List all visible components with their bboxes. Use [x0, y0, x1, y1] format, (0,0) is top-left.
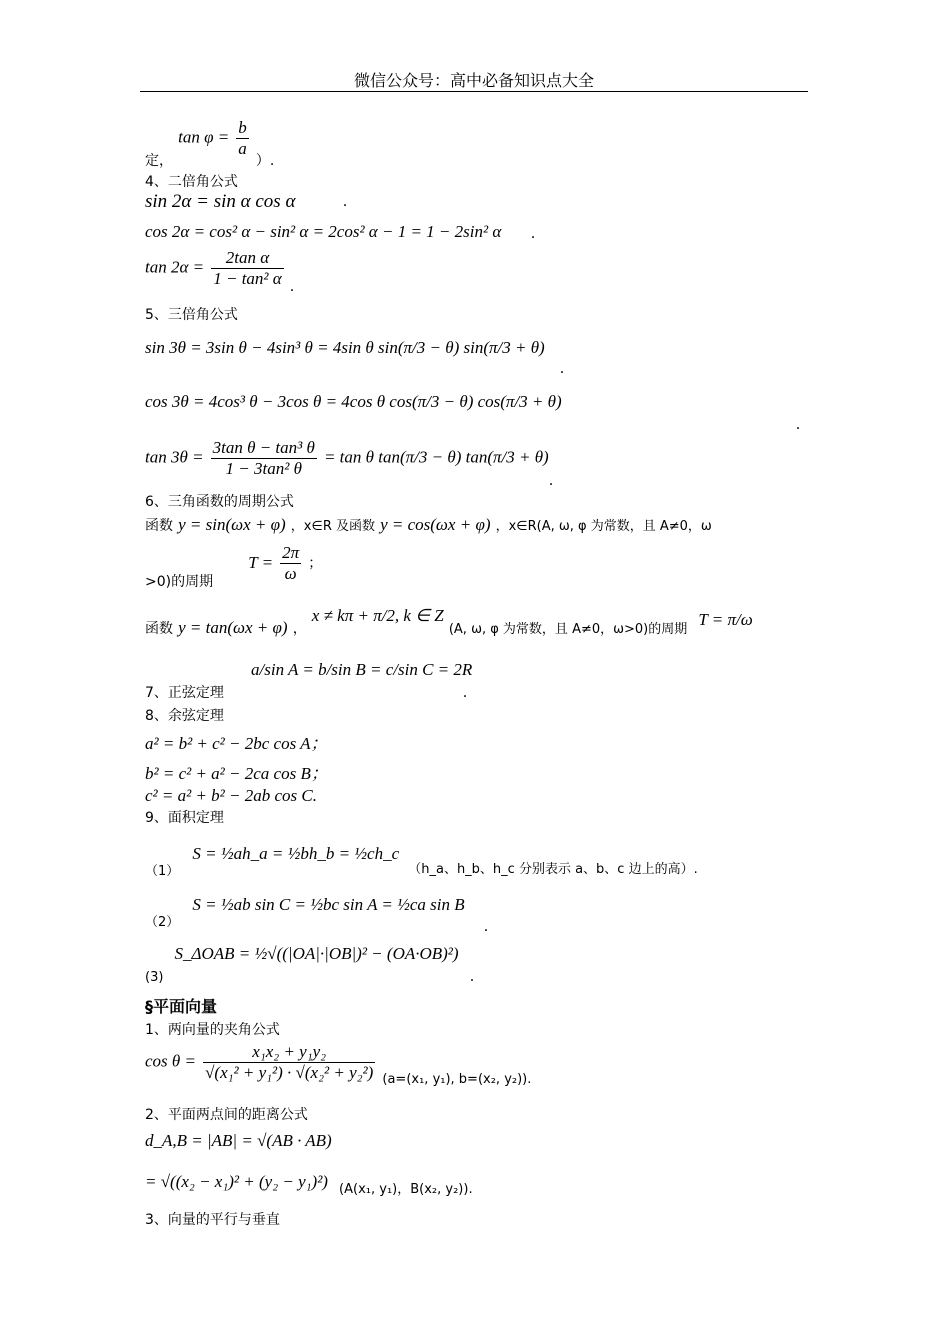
- text-period: .: [343, 193, 347, 210]
- area-line-2: [145, 895, 465, 930]
- section-6-title: 6、三角函数的周期公式: [145, 494, 294, 510]
- formula-area-vector: S_ΔOAB = ½√((|OA|·|OB|)² − (OA·OB)²): [174, 944, 459, 963]
- text-period: .: [549, 472, 553, 489]
- formula-lhs: tan 2α =: [145, 257, 205, 277]
- area-line-3: [145, 944, 459, 985]
- area-line-1: [145, 844, 698, 879]
- text: >0)的周期: [145, 573, 214, 590]
- text: 函数: [145, 518, 173, 534]
- text-period: .: [470, 968, 474, 985]
- formula-cos-double: cos 2α = cos² α − sin² α = 2cos² α − 1 = 1 − 2sin² α: [145, 222, 502, 241]
- distance-line-2: [145, 1172, 473, 1197]
- formula-distance-2: = √((x₂ − x₁)² + (y₂ − y₁)²): [145, 1172, 328, 1191]
- section-5-title: 5、三倍角公式: [145, 307, 238, 323]
- text: (A, ω, φ 为常数，且 A≠0，ω>0)的周期: [448, 622, 688, 637]
- formula-cosine-a: a² = b² + c² − 2bc cos A；: [145, 734, 328, 753]
- text-point-coords: (A(x₁, y₁)，B(x₂, y₂)).: [339, 1182, 473, 1197]
- text-period: .: [531, 225, 535, 242]
- formula-cos-triple: cos 3θ = 4cos³ θ − 3cos θ = 4cos θ cos(π/3 − θ) cos(π/3 + θ): [145, 392, 562, 411]
- formula-sine-rule: a/sin A = b/sin B = c/sin C = 2R: [251, 660, 473, 679]
- fraction-denominator: ω: [284, 563, 297, 583]
- formula-sin-triple: sin 3θ = 3sin θ − 4sin³ θ = 4sin θ sin(π/3 − θ) sin(π/3 + θ): [145, 338, 545, 357]
- header-rule: [140, 91, 808, 92]
- tan-phi-line: [145, 118, 275, 169]
- fraction-numerator: 2tan α: [211, 248, 283, 269]
- fraction-denominator: √(x₁² + y₁²) · √(x₂² + y₂²): [205, 1062, 374, 1082]
- formula-tan-triple: [145, 438, 549, 478]
- section-4-title: 4、二倍角公式: [145, 174, 238, 190]
- vector-3-title: 3、向量的平行与垂直: [145, 1212, 280, 1228]
- fraction-2pi-over-omega: [280, 543, 301, 583]
- item-label: （2）: [145, 915, 180, 930]
- text: 函数: [145, 621, 173, 637]
- formula-area-sine: S = ½ab sin C = ½bc sin A = ½ca sin B: [192, 895, 465, 914]
- text-period: .: [463, 684, 467, 701]
- vector-1-title: 1、两向量的夹角公式: [145, 1022, 280, 1038]
- section-heading-vectors: §平面向量: [145, 997, 218, 1016]
- text: ，x∈R(A, ω, φ 为常数，且 A≠0，ω: [495, 519, 712, 534]
- text-period: .: [290, 278, 294, 295]
- formula-cosine-b: b² = c² + a² − 2ca cos B；: [145, 764, 328, 783]
- text: ；: [308, 555, 323, 572]
- formula-area-heights: S = ½ah_a = ½bh_b = ½ch_c: [192, 844, 400, 863]
- fraction-b-over-a: [236, 118, 249, 158]
- fraction-numerator: 3tan θ − tan³ θ: [212, 438, 315, 457]
- period-line-2: [145, 543, 323, 590]
- fraction-denominator: 1 − 3tan² θ: [225, 458, 302, 478]
- formula-lhs: cos θ =: [145, 1051, 196, 1071]
- fraction-tan-triple: [211, 438, 317, 478]
- fraction-angle: [203, 1042, 375, 1082]
- angle-formula-line: [145, 1042, 532, 1087]
- section-7-title: 7、正弦定理: [145, 685, 224, 701]
- text: ，: [292, 621, 307, 637]
- formula-distance-1: d_A,B = |AB| = √(AB · AB): [145, 1131, 332, 1150]
- formula-cos-func: y = cos(ωx + φ): [380, 515, 491, 534]
- text-vector-coords: (a=(x₁, y₁), b=(x₂, y₂)).: [382, 1071, 532, 1087]
- text-ding: 定，: [145, 152, 173, 169]
- period-line-1: [145, 515, 712, 535]
- formula-domain: x ≠ kπ + π/2, k ∈ Z: [311, 606, 444, 625]
- text-period: .: [484, 918, 488, 935]
- fraction-numerator: x₁x₂ + y₁y₂: [203, 1042, 375, 1063]
- sine-rule-line: [145, 660, 473, 701]
- fraction-tan-double: [211, 248, 283, 288]
- formula-lhs: tan 3θ =: [145, 447, 204, 467]
- formula-tan-phi-lhs: tan φ =: [178, 127, 230, 147]
- formula-T-tan: T = π/ω: [698, 610, 753, 629]
- formula-rhs: = tan θ tan(π/3 − θ) tan(π/3 + θ): [323, 447, 549, 467]
- text-close-paren: ）.: [255, 152, 275, 169]
- text-period: .: [796, 416, 800, 433]
- text-heights-note: （h_a、h_b、h_c 分别表示 a、b、c 边上的高）.: [408, 862, 698, 877]
- formula-cosine-c: c² = a² + b² − 2ab cos C.: [145, 786, 318, 805]
- formula-T-lhs: T =: [248, 552, 274, 572]
- section-8-title: 8、余弦定理: [145, 708, 224, 724]
- section-9-title: 9、面积定理: [145, 810, 224, 826]
- period-line-3: [145, 606, 753, 638]
- formula-tan-func: y = tan(ωx + φ): [178, 618, 288, 637]
- formula-tan-double: [145, 248, 286, 288]
- fraction-denominator: 1 − tan² α: [213, 268, 282, 288]
- formula-sin-double: sin 2α = sin α cos α: [145, 191, 296, 212]
- vector-2-title: 2、平面两点间的距离公式: [145, 1107, 308, 1123]
- item-label: (3): [145, 970, 164, 985]
- fraction-numerator: 2π: [282, 543, 300, 562]
- formula-sin-func: y = sin(ωx + φ): [178, 515, 286, 534]
- page-header: 微信公众号：高中必备知识点大全: [353, 71, 594, 90]
- text: ，x∈R 及函数: [290, 519, 375, 534]
- fraction-denominator: a: [238, 138, 247, 158]
- fraction-numerator: b: [238, 118, 247, 137]
- text-period: .: [560, 360, 564, 377]
- item-label: （1）: [145, 864, 180, 879]
